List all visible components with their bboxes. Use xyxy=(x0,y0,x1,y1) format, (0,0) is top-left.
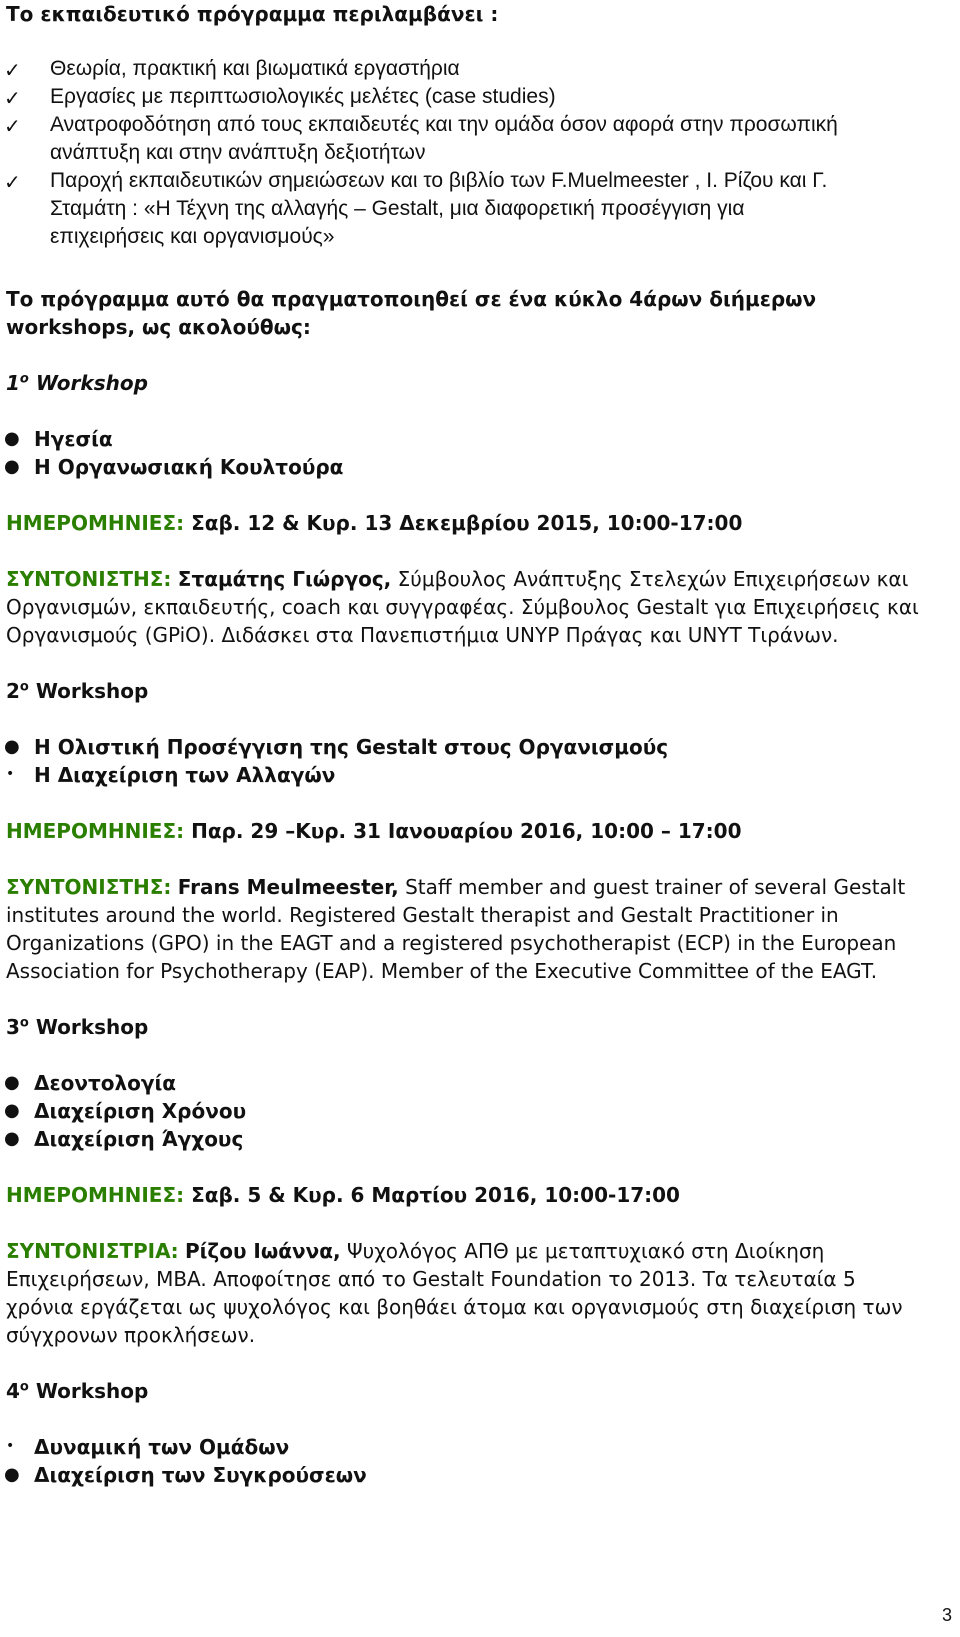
workshop-3-dates: ΗΜΕΡΟΜΗΝΙΕΣ: Σαβ. 5 & Κυρ. 6 Μαρτίου 2016, 10:00-17:00 xyxy=(6,1183,680,1207)
check-item-3-line-1: Ανατροφοδότηση από τους εκπαιδευτές και την ομάδα όσον αφορά στην προσωπική xyxy=(50,113,838,136)
bullet-icon: ● xyxy=(4,428,20,449)
check-item-3-line-2: ανάπτυξη και στην ανάπτυξη δεξιοτήτων xyxy=(50,141,426,164)
workshop-2-topic-1: Η Ολιστική Προσέγγιση της Gestalt στους Οργανισμούς xyxy=(34,735,669,759)
check-icon: ✓ xyxy=(4,114,21,138)
workshop-2-coordinator-line-3: Organizations (GPO) in the EAGT and a registered psychotherapist (ECP) in the European xyxy=(6,931,897,955)
workshop-3-heading: 3$^o$ Workshop xyxy=(6,1015,149,1039)
bullet-icon: ● xyxy=(4,1100,20,1121)
intro-title: Το εκπαιδευτικό πρόγραμμα περιλαμβάνει : xyxy=(6,2,499,26)
workshop-1-coordinator-line-2: Οργανισμών, εκπαιδευτής, coach και συγγραφέας. Σύμβουλος Gestalt για Επιχειρήσεις και xyxy=(6,595,919,619)
workshop-2-coordinator-line-1: ΣΥΝΤΟΝΙΣΤΗΣ: Frans Meulmeester, Staff member and guest trainer of several Gestalt xyxy=(6,875,906,899)
bullet-icon: ● xyxy=(4,736,20,757)
bullet-icon: ● xyxy=(4,456,20,477)
workshop-1-heading: $1^o$ Workshop xyxy=(6,371,148,395)
workshop-3-topic-3: Διαχείριση Άγχους xyxy=(34,1127,244,1151)
page-number: 3 xyxy=(941,1605,952,1625)
workshop-2-topic-2: Η Διαχείριση των Αλλαγών xyxy=(34,763,336,787)
bullet-icon: ● xyxy=(4,1128,20,1149)
workshop-4-topic-1: Δυναμική των Ομάδων xyxy=(34,1435,290,1459)
check-item-2: Εργασίες με περιπτωσιολογικές μελέτες (case studies) xyxy=(50,85,556,108)
bullet-icon: ● xyxy=(4,1072,20,1093)
workshop-1-coordinator-line-1: ΣΥΝΤΟΝΙΣΤΗΣ: Σταμάτης Γιώργος, Σύμβουλος Ανάπτυξης Στελεχών Επιχειρήσεων και xyxy=(6,567,909,591)
workshop-3-topic-2: Διαχείριση Χρόνου xyxy=(34,1099,247,1123)
workshop-4-heading: 4$^o$ Workshop xyxy=(6,1379,149,1403)
workshop-2-heading: 2$^o$ Workshop xyxy=(6,679,149,703)
workshop-3-coordinator-line-2: Επιχειρήσεων, MBA. Αποφοίτησε από το Gestalt Foundation το 2013. Τα τελευταία 5 xyxy=(6,1267,856,1291)
check-item-4-line-3: επιχειρήσεις και οργανισμούς» xyxy=(50,225,335,248)
workshop-1-dates: ΗΜΕΡΟΜΗΝΙΕΣ: Σαβ. 12 & Κυρ. 13 Δεκεμβρίου 2015, 10:00-17:00 xyxy=(6,511,743,535)
check-icon: ✓ xyxy=(4,58,21,82)
workshop-3-coordinator-line-1: ΣΥΝΤΟΝΙΣΤΡΙΑ: Ρίζου Ιωάννα, Ψυχολόγος ΑΠΘ με μεταπτυχιακό στη Διοίκηση xyxy=(6,1239,825,1263)
workshop-3-coordinator-line-4: σύγχρονων προκλήσεων. xyxy=(6,1323,256,1347)
bullet-icon: ● xyxy=(4,1464,20,1485)
check-item-4-line-2: Σταμάτη : «Η Τέχνη της αλλαγής – Gestalt, μια διαφορετική προσέγγιση για xyxy=(50,197,745,220)
check-icon: ✓ xyxy=(4,170,21,194)
workshop-1-topic-1: Ηγεσία xyxy=(34,427,113,451)
bullet-icon: • xyxy=(6,1438,15,1454)
workshop-2-coordinator-line-2: institutes around the world. Registered Gestalt therapist and Gestalt Practitioner in xyxy=(6,903,839,927)
workshop-1-coordinator-line-3: Οργανισμούς (GPiO). Διδάσκει στα Πανεπιστήμια UNYP Πράγας και UNYT Τιράνων. xyxy=(6,623,839,647)
check-item-4-line-1: Παροχή εκπαιδευτικών σημειώσεων και το βιβλίο των F.Muelmeester , I. Ρίζου και Γ. xyxy=(50,169,828,192)
workshop-2-coordinator-line-4: Association for Psychotherapy (EAP). Member of the Executive Committee of the EAGT. xyxy=(6,959,878,983)
summary-line-1: Το πρόγραμμα αυτό θα πραγματοποιηθεί σε ένα κύκλο 4άρων διήμερων xyxy=(6,287,817,311)
bullet-icon: • xyxy=(6,766,15,782)
workshop-4-topic-2: Διαχείριση των Συγκρούσεων xyxy=(34,1463,367,1487)
workshop-3-topic-1: Δεοντολογία xyxy=(34,1071,177,1095)
workshop-1-topic-2: Η Οργανωσιακή Κουλτούρα xyxy=(34,455,344,479)
check-item-1: Θεωρία, πρακτική και βιωματικά εργαστήρια xyxy=(50,57,460,80)
check-icon: ✓ xyxy=(4,86,21,110)
summary-line-2: workshops, ως ακολούθως: xyxy=(6,315,311,339)
workshop-3-coordinator-line-3: χρόνια εργάζεται ως ψυχολόγος και βοηθάει άτομα και οργανισμούς στη διαχείριση των xyxy=(6,1295,903,1319)
workshop-2-dates: ΗΜΕΡΟΜΗΝΙΕΣ: Παρ. 29 –Κυρ. 31 Ιανουαρίου 2016, 10:00 – 17:00 xyxy=(6,819,742,843)
